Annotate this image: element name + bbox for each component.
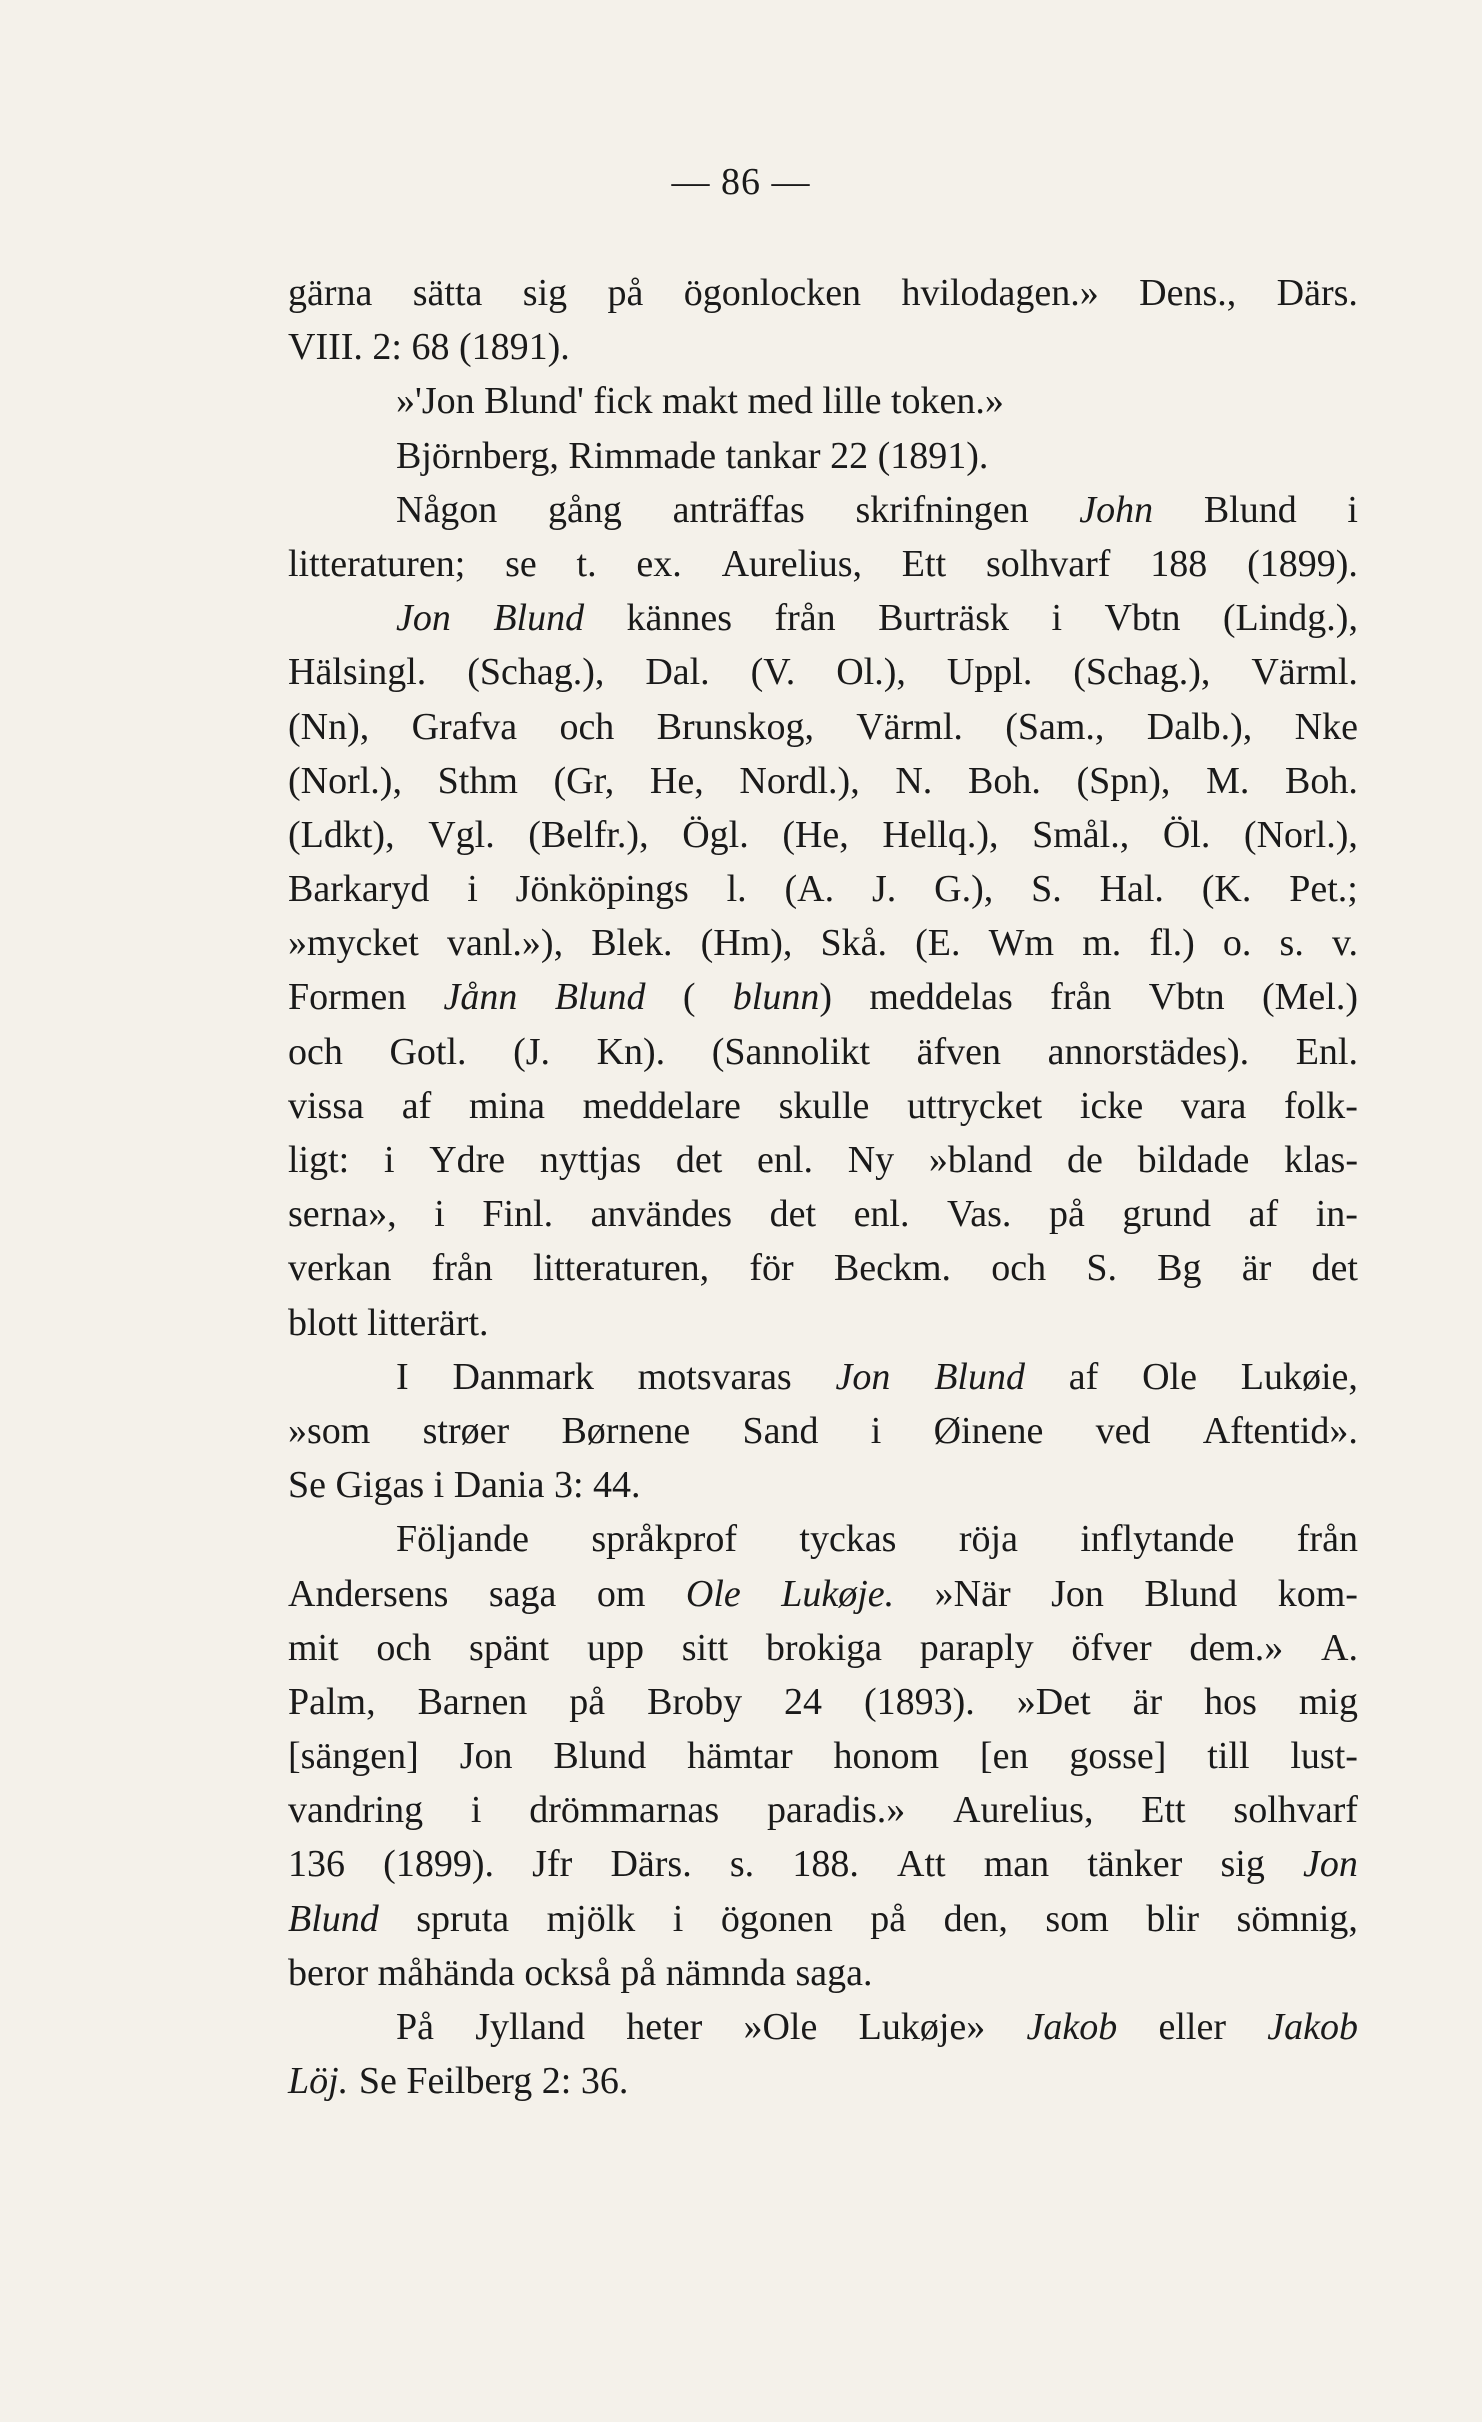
word: gång bbox=[548, 488, 622, 531]
word: (Schag.), bbox=[467, 651, 605, 694]
text-line bbox=[288, 537, 1358, 591]
word: spänt bbox=[469, 1626, 550, 1669]
word: ögonlocken bbox=[683, 272, 862, 314]
word: Någon bbox=[396, 488, 498, 531]
word: Nordl.), bbox=[739, 759, 860, 802]
word: Beckm. bbox=[833, 1247, 952, 1290]
text-line bbox=[288, 1892, 1358, 1946]
word: Aftentid». bbox=[1202, 1409, 1358, 1452]
word: är bbox=[1132, 1680, 1163, 1723]
word: 24 bbox=[784, 1680, 823, 1723]
word: den, bbox=[943, 1897, 1008, 1940]
word: Nke bbox=[1294, 705, 1358, 748]
text-line bbox=[288, 266, 1358, 320]
word: in- bbox=[1315, 1193, 1358, 1236]
italic-word: John bbox=[1079, 488, 1154, 531]
word: klas- bbox=[1284, 1139, 1358, 1181]
word: (Hm), bbox=[700, 922, 793, 965]
text-line bbox=[288, 700, 1358, 754]
word: 188. bbox=[792, 1843, 859, 1886]
word: Därs. bbox=[1276, 272, 1358, 314]
italic-word: Blund bbox=[288, 1897, 379, 1940]
word: Jfr bbox=[532, 1843, 573, 1886]
text-line bbox=[288, 1241, 1358, 1295]
word: folk- bbox=[1284, 1084, 1358, 1127]
word: i bbox=[383, 1139, 395, 1181]
italic-word: Blund bbox=[554, 976, 646, 1019]
word: mina bbox=[468, 1084, 545, 1127]
word: i bbox=[434, 1193, 445, 1236]
text-line bbox=[288, 320, 1358, 374]
word: vara bbox=[1180, 1084, 1247, 1127]
text-line bbox=[288, 1350, 1358, 1404]
word: Blund bbox=[1144, 1572, 1238, 1615]
text-line bbox=[288, 1837, 1358, 1891]
word: på bbox=[607, 272, 644, 314]
italic-word: Lukøje. bbox=[781, 1572, 895, 1615]
word: m. bbox=[1082, 922, 1122, 965]
word: Øinene bbox=[933, 1409, 1044, 1452]
word: tänker bbox=[1087, 1843, 1183, 1886]
word: Dens., bbox=[1139, 272, 1237, 314]
word: nyttjas bbox=[539, 1139, 642, 1181]
word: mit bbox=[288, 1626, 339, 1669]
word: icke bbox=[1079, 1084, 1144, 1127]
word: lust- bbox=[1290, 1735, 1358, 1778]
word: Jon bbox=[1051, 1572, 1104, 1615]
text-line bbox=[288, 2054, 1358, 2108]
word: (K. bbox=[1201, 868, 1252, 911]
word: Hellq.), bbox=[882, 813, 999, 856]
word: (E. bbox=[915, 922, 961, 965]
italic-word: Ole bbox=[685, 1572, 741, 1615]
word: tyckas bbox=[799, 1518, 897, 1561]
word: (Mel.) bbox=[1261, 976, 1358, 1019]
word: från bbox=[1296, 1518, 1358, 1561]
word: kom- bbox=[1277, 1572, 1358, 1615]
word: det bbox=[675, 1139, 723, 1181]
word: inflytande bbox=[1080, 1518, 1235, 1561]
word: ( bbox=[682, 976, 696, 1019]
text-line bbox=[288, 1458, 1358, 1512]
word: äfven bbox=[916, 1030, 1002, 1073]
text-line bbox=[288, 1729, 1358, 1783]
word: (Sannolikt bbox=[711, 1030, 871, 1073]
word: litteraturen; bbox=[288, 542, 466, 585]
word: sätta bbox=[412, 272, 483, 314]
word: Öl. bbox=[1162, 813, 1211, 856]
word: (Gr, bbox=[553, 759, 615, 802]
word: Barkaryd bbox=[288, 868, 430, 911]
text-line bbox=[288, 916, 1358, 970]
word: A. bbox=[1321, 1626, 1358, 1669]
word: Se Gigas i Dania 3: 44. bbox=[288, 1464, 641, 1507]
word: Lukøje» bbox=[858, 2006, 986, 2048]
word: beror måhända också på nämnda saga. bbox=[288, 1951, 873, 1994]
word: Bg bbox=[1157, 1247, 1202, 1290]
word: »mycket bbox=[288, 922, 419, 965]
word: G.), bbox=[934, 868, 994, 911]
word: det bbox=[769, 1193, 817, 1236]
word: Jylland bbox=[475, 2006, 586, 2048]
word: Aurelius, bbox=[953, 1789, 1094, 1832]
word: eller bbox=[1158, 2006, 1226, 2048]
word: röja bbox=[958, 1518, 1018, 1561]
word: Vbtn bbox=[1148, 976, 1225, 1019]
word: Uppl. bbox=[946, 651, 1033, 694]
word: »bland bbox=[928, 1139, 1033, 1181]
word: från bbox=[1050, 976, 1112, 1019]
word: se bbox=[505, 542, 537, 585]
word: Därs. bbox=[610, 1843, 692, 1886]
word: Blund bbox=[1203, 488, 1297, 531]
word: är bbox=[1241, 1247, 1272, 1290]
word: fl.) bbox=[1149, 922, 1195, 965]
word: Ol.), bbox=[836, 651, 906, 694]
word: Boh. bbox=[967, 759, 1041, 802]
word: Lukøie, bbox=[1240, 1355, 1358, 1398]
word: användes bbox=[590, 1193, 733, 1236]
word: Burträsk bbox=[878, 597, 1009, 640]
word: Grafva bbox=[411, 705, 518, 748]
word: på bbox=[569, 1680, 606, 1723]
word: ögonen bbox=[720, 1897, 833, 1940]
word: i bbox=[672, 1897, 684, 1940]
word: Sand bbox=[742, 1409, 819, 1452]
text-line bbox=[288, 1296, 1358, 1350]
page-number: — 86 — bbox=[671, 161, 811, 203]
word: 136 bbox=[288, 1843, 345, 1886]
word: honom bbox=[833, 1735, 940, 1778]
text-line bbox=[288, 429, 1358, 483]
word: Blek. bbox=[591, 922, 673, 965]
word: t. bbox=[576, 542, 597, 585]
word: Ydre bbox=[429, 1139, 506, 1181]
word: skulle bbox=[778, 1084, 870, 1127]
italic-word: Jånn bbox=[443, 976, 518, 1019]
word: Hal. bbox=[1099, 868, 1164, 911]
word: (Belfr.), bbox=[528, 813, 649, 856]
word: ved bbox=[1095, 1409, 1151, 1452]
word: Aurelius, bbox=[721, 542, 862, 585]
word: S. bbox=[1086, 1247, 1117, 1290]
word: Enl. bbox=[1295, 1030, 1358, 1073]
word bbox=[733, 970, 832, 1024]
word: blott litterärt. bbox=[288, 1301, 489, 1344]
word: språkprof bbox=[591, 1518, 737, 1561]
word: v. bbox=[1331, 922, 1358, 965]
word: brokiga bbox=[765, 1626, 882, 1669]
word: sig bbox=[522, 272, 568, 314]
word: s. bbox=[729, 1843, 755, 1886]
word: (Norl.), bbox=[288, 759, 402, 802]
word: M. bbox=[1206, 759, 1250, 802]
italic-word: Jakob bbox=[1267, 2006, 1358, 2048]
word: af bbox=[1248, 1193, 1279, 1236]
word: Björnberg, Rimmade tankar 22 (1891). bbox=[396, 434, 989, 477]
text-line bbox=[288, 483, 1358, 537]
word: annorstädes). bbox=[1047, 1030, 1250, 1073]
word: He, bbox=[649, 759, 704, 802]
word: Värml. bbox=[1251, 651, 1358, 694]
word: uttrycket bbox=[907, 1084, 1043, 1127]
word: Wm bbox=[988, 922, 1055, 965]
text-line bbox=[288, 808, 1358, 862]
word: Se Feilberg 2: 36. bbox=[358, 2060, 629, 2103]
word: (1899). bbox=[383, 1843, 494, 1886]
word: Att bbox=[897, 1843, 946, 1886]
text-line bbox=[288, 1079, 1358, 1133]
word: Andersens bbox=[288, 1572, 449, 1615]
word: bildade bbox=[1137, 1139, 1250, 1181]
word: solhvarf bbox=[1233, 1789, 1358, 1832]
text-line bbox=[288, 591, 1358, 645]
word: [en bbox=[979, 1735, 1029, 1778]
word: och bbox=[991, 1247, 1047, 1290]
word: Danmark bbox=[452, 1355, 594, 1398]
word: Jönköpings bbox=[515, 868, 689, 911]
word: mjölk bbox=[546, 1897, 636, 1940]
word: ) bbox=[819, 976, 832, 1019]
word: N. bbox=[895, 759, 933, 802]
word: kännes bbox=[626, 597, 733, 640]
word: sig bbox=[1220, 1843, 1265, 1886]
italic-word: Jakob bbox=[1026, 2006, 1118, 2048]
text-line bbox=[288, 862, 1358, 916]
word: sitt bbox=[681, 1626, 729, 1669]
word: i bbox=[870, 1409, 882, 1452]
word: vandring bbox=[288, 1789, 424, 1832]
word: (1899). bbox=[1247, 542, 1358, 585]
word: l. bbox=[726, 868, 747, 911]
word: i bbox=[1347, 488, 1358, 531]
word: som bbox=[1045, 1897, 1109, 1940]
word: Dalb.), bbox=[1146, 705, 1253, 748]
word: och bbox=[288, 1030, 343, 1073]
word: »Det bbox=[1016, 1680, 1091, 1723]
word: Blund bbox=[553, 1735, 647, 1778]
word: från bbox=[774, 597, 836, 640]
word: gärna bbox=[288, 272, 373, 314]
word: paradis.» bbox=[767, 1789, 906, 1832]
italic-word: blunn bbox=[732, 976, 820, 1019]
word: Smål., bbox=[1032, 813, 1130, 856]
word: J. bbox=[871, 868, 897, 911]
text-line bbox=[288, 1025, 1358, 1079]
word: Gotl. bbox=[389, 1030, 467, 1073]
word: »När bbox=[934, 1572, 1011, 1615]
text-line bbox=[288, 1946, 1358, 2000]
word: (Ldkt), bbox=[288, 813, 395, 856]
word: Ny bbox=[847, 1139, 895, 1181]
word: Ole bbox=[1142, 1355, 1197, 1398]
word: på bbox=[870, 1897, 907, 1940]
word: Hälsingl. bbox=[288, 651, 427, 694]
word: Värml. bbox=[856, 705, 963, 748]
word: om bbox=[596, 1572, 646, 1615]
word: Barnen bbox=[417, 1680, 528, 1723]
word: s. bbox=[1279, 922, 1304, 965]
word: heter bbox=[626, 2006, 703, 2048]
word: drömmarnas bbox=[529, 1789, 720, 1832]
word: på bbox=[1048, 1193, 1085, 1236]
word: och bbox=[376, 1626, 432, 1669]
text-line bbox=[288, 1404, 1358, 1458]
word: Vas. bbox=[947, 1193, 1012, 1236]
text-line bbox=[288, 1621, 1358, 1675]
word: ex. bbox=[636, 542, 682, 585]
word: (Lindg.), bbox=[1222, 597, 1358, 640]
word: paraply bbox=[919, 1626, 1034, 1669]
word: af bbox=[401, 1084, 432, 1127]
text-line bbox=[288, 1567, 1358, 1621]
word: motsvaras bbox=[637, 1355, 792, 1398]
word: (Spn), bbox=[1076, 759, 1171, 802]
word: solhvarf bbox=[985, 542, 1111, 585]
word: (1893). bbox=[864, 1680, 975, 1723]
word: till bbox=[1207, 1735, 1250, 1778]
text-line bbox=[288, 970, 1358, 1024]
word: Vbtn bbox=[1104, 597, 1181, 640]
word: (V. bbox=[750, 651, 796, 694]
text-line bbox=[288, 1187, 1358, 1241]
word: och bbox=[559, 705, 615, 748]
word: I bbox=[396, 1355, 409, 1398]
word: Följande bbox=[396, 1518, 529, 1561]
word: hvilodagen.» bbox=[901, 272, 1099, 314]
text-line bbox=[288, 1512, 1358, 1566]
word: upp bbox=[586, 1626, 644, 1669]
word: meddelas bbox=[869, 976, 1013, 1019]
italic-word: Blund bbox=[934, 1355, 1025, 1398]
word: i bbox=[1051, 597, 1062, 640]
word: Palm, bbox=[288, 1680, 376, 1723]
word: Ögl. bbox=[682, 813, 749, 856]
word: Børnene bbox=[561, 1409, 691, 1452]
italic-word: Blund bbox=[493, 597, 585, 640]
word: de bbox=[1066, 1139, 1103, 1181]
body-text bbox=[288, 266, 1358, 2108]
word: VIII. 2: 68 (1891). bbox=[288, 326, 570, 369]
word: Jon bbox=[459, 1735, 513, 1778]
word: enl. bbox=[853, 1193, 910, 1236]
word: (Sam., bbox=[1005, 705, 1105, 748]
word: i bbox=[467, 868, 478, 911]
word: öfver bbox=[1071, 1626, 1152, 1669]
word: saga bbox=[488, 1572, 557, 1615]
italic-word: Jon bbox=[835, 1355, 891, 1398]
word: mig bbox=[1298, 1680, 1358, 1723]
text-line bbox=[288, 645, 1358, 699]
word: »som bbox=[288, 1409, 371, 1452]
word: hämtar bbox=[687, 1735, 793, 1778]
word: Broby bbox=[647, 1680, 743, 1723]
word: Kn). bbox=[596, 1030, 666, 1073]
text-line bbox=[288, 754, 1358, 808]
word: Finl. bbox=[482, 1193, 554, 1236]
word: På bbox=[396, 2006, 434, 2048]
word: från bbox=[431, 1247, 493, 1290]
word: sömnig, bbox=[1236, 1897, 1358, 1940]
word: strøer bbox=[422, 1409, 510, 1452]
word: Brunskog, bbox=[656, 705, 814, 748]
word: ligt: bbox=[288, 1139, 350, 1181]
word: Vgl. bbox=[428, 813, 495, 856]
word: Ett bbox=[901, 542, 947, 585]
word: Skå. bbox=[820, 922, 888, 965]
word: för bbox=[749, 1247, 794, 1290]
word: spruta bbox=[416, 1897, 510, 1940]
word: anträffas bbox=[672, 488, 805, 531]
word: man bbox=[983, 1843, 1050, 1886]
word: (He, bbox=[782, 813, 849, 856]
word: Boh. bbox=[1285, 759, 1358, 802]
word: blir bbox=[1146, 1897, 1200, 1940]
word: i bbox=[470, 1789, 482, 1832]
text-line bbox=[288, 1783, 1358, 1837]
word: dem.» bbox=[1189, 1626, 1284, 1669]
word: skrifningen bbox=[855, 488, 1029, 531]
word: vissa bbox=[288, 1084, 364, 1127]
word: (Schag.), bbox=[1073, 651, 1211, 694]
word: Sthm bbox=[437, 759, 518, 802]
word: [sängen] bbox=[288, 1735, 419, 1778]
italic-word: Jon bbox=[1303, 1843, 1358, 1886]
word: (Norl.), bbox=[1243, 813, 1358, 856]
text-line bbox=[288, 2000, 1358, 2054]
word: litteraturen, bbox=[532, 1247, 710, 1290]
italic-word: Löj. bbox=[288, 2060, 349, 2103]
word: »Ole bbox=[743, 2006, 818, 2048]
text-line bbox=[288, 374, 1358, 428]
word: gosse] bbox=[1069, 1735, 1167, 1778]
word: Ett bbox=[1141, 1789, 1186, 1832]
word: Dal. bbox=[645, 651, 710, 694]
word: vanl.»), bbox=[446, 922, 564, 965]
italic-word: Jon bbox=[396, 597, 451, 640]
word: hos bbox=[1204, 1680, 1257, 1723]
word: serna», bbox=[288, 1193, 397, 1236]
word: o. bbox=[1222, 922, 1252, 965]
word: (Nn), bbox=[288, 705, 370, 748]
word: »'Jon Blund' fick makt med lille token.» bbox=[396, 380, 1004, 423]
word: (A. bbox=[784, 868, 835, 911]
word: (J. bbox=[513, 1030, 551, 1073]
word: verkan bbox=[288, 1247, 392, 1290]
word: grund bbox=[1122, 1193, 1212, 1236]
word: det bbox=[1311, 1247, 1358, 1290]
word: 188 bbox=[1150, 542, 1208, 585]
word: Formen bbox=[288, 976, 407, 1019]
word: Pet.; bbox=[1289, 868, 1358, 911]
word: S. bbox=[1031, 868, 1062, 911]
word: meddelare bbox=[582, 1084, 741, 1127]
text-line bbox=[288, 1133, 1358, 1187]
word: enl. bbox=[757, 1139, 813, 1181]
word: af bbox=[1068, 1355, 1099, 1398]
text-line bbox=[288, 1675, 1358, 1729]
